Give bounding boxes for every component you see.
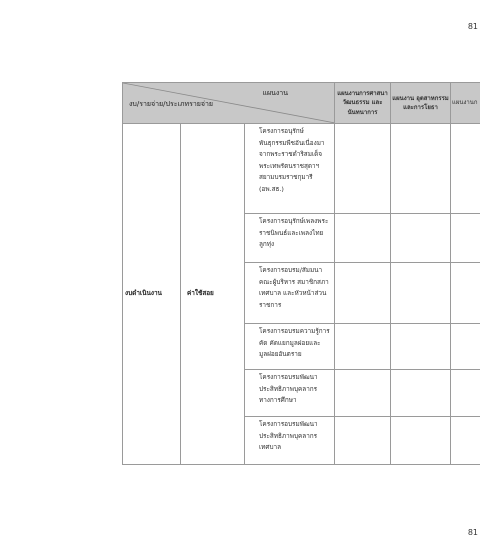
empty-cell xyxy=(451,324,480,370)
project-cell: โครงการอบรม/สัมมนาคณะผู้บริหาร สมาชิกสภาเทศบาล และหัวหน้าส่วนราชการ xyxy=(245,263,335,324)
empty-cell xyxy=(391,214,451,263)
empty-cell xyxy=(335,324,391,370)
expense-type-cell: ค่าใช้สอย xyxy=(181,124,245,465)
empty-cell xyxy=(451,417,480,465)
row-axis-label: งบ/รายจ่าย/ประเภทรายจ่าย xyxy=(129,100,214,108)
empty-cell xyxy=(391,263,451,324)
empty-cell xyxy=(451,263,480,324)
empty-cell xyxy=(335,370,391,417)
budget-table xyxy=(122,82,480,465)
empty-cell xyxy=(451,214,480,263)
empty-cell xyxy=(451,370,480,417)
project-cell: โครงการอบรมพัฒนาประสิทธิภาพบุคลากรเทศบาล xyxy=(245,417,335,465)
empty-cell xyxy=(451,124,480,214)
empty-cell xyxy=(391,370,451,417)
empty-cell xyxy=(335,263,391,324)
empty-cell xyxy=(391,124,451,214)
page-number-top: 81 xyxy=(467,22,478,31)
page-number-bottom: 81 xyxy=(467,528,478,537)
plan-header-culture: แผนงานการศาสนา วัฒนธรรม และนันทนาการ xyxy=(335,83,391,124)
empty-cell xyxy=(335,124,391,214)
column-axis-label: แผนงาน xyxy=(262,89,289,97)
empty-cell xyxy=(391,417,451,465)
diagonal-header-cell xyxy=(123,83,335,124)
project-cell: โครงการอนุรักษ์พันธุกรรมพืชอันเนื่องมาจากพระราชดำริสมเด็จพระเทพรัตนราชสุดาฯ สยามบรมราชกุมารี (อพ.สธ.) xyxy=(245,124,335,214)
project-cell: โครงการอนุรักษ์เพลงพระราชนิพนธ์และเพลงไทยลูกทุ่ง xyxy=(245,214,335,263)
empty-cell xyxy=(335,417,391,465)
empty-cell xyxy=(391,324,451,370)
project-cell: โครงการอบรมความรู้การคัด คัดแยกมูลฝอยและมูลฝอยอันตราย xyxy=(245,324,335,370)
plan-header-truncated: แผนงานก xyxy=(451,83,480,124)
table-row xyxy=(123,124,480,214)
budget-group-cell: งบดำเนินงาน xyxy=(123,124,181,465)
table-header-row xyxy=(123,83,480,124)
project-cell: โครงการอบรมพัฒนาประสิทธิภาพบุคลากรทางการศึกษา xyxy=(245,370,335,417)
plan-header-industry: แผนงาน อุตสาหกรรมและการโยธา xyxy=(391,83,451,124)
empty-cell xyxy=(335,214,391,263)
